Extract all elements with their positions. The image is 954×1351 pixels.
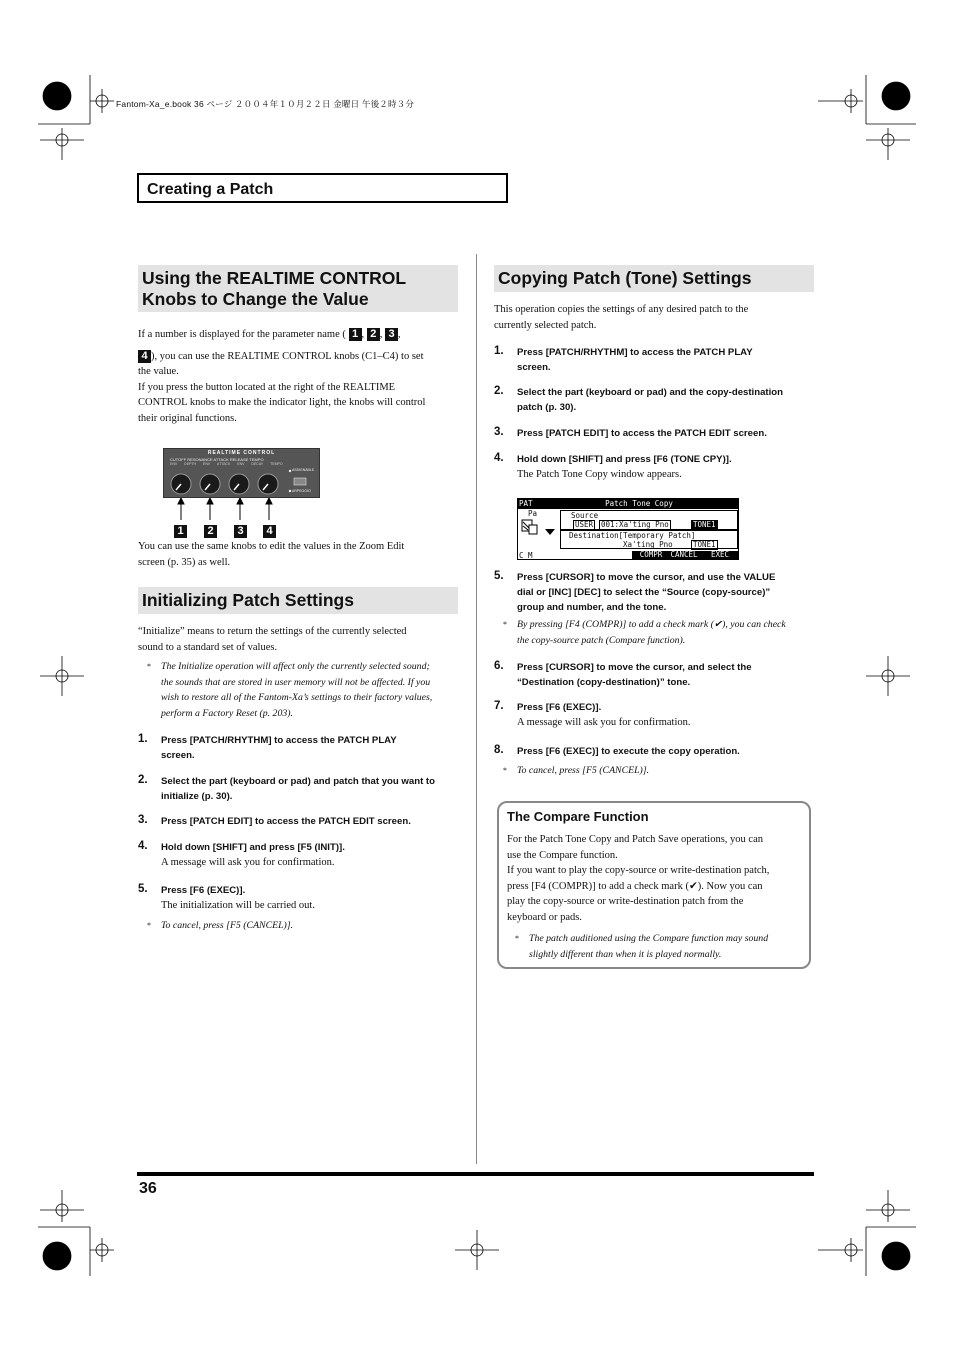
- step-line: Select the part (keyboard or pad) and patch that you want to: [161, 776, 435, 787]
- init-step-2: [138, 774, 468, 804]
- step-line: patch (p. 30).: [517, 402, 577, 413]
- note-line: The Initialize operation will affect only the currently selected sound;: [161, 661, 430, 672]
- step-number: 5.: [494, 570, 504, 582]
- panel-label: RESONANCE: [187, 457, 213, 462]
- realtime-paragraph-1: If a number is displayed for the parameter name ( 1 , 2 , 3 , 4 ), you can use the REALTIME CONTROL knobs (C1–C4) to set the value. If you press the button located at the right of the REALTIME CONTROL knobs to make the indicator light, the knobs will control their original functions.: [138, 327, 468, 426]
- panel-sub-label: ENV ATTACK: [203, 462, 231, 466]
- key-2-badge: 2: [367, 328, 380, 341]
- down-arrow-icon: [545, 529, 555, 535]
- copy-cancel-note: [503, 763, 815, 779]
- compare-note: [515, 931, 805, 962]
- step-number: 2.: [494, 385, 504, 397]
- initialize-note: [147, 659, 467, 721]
- knob-number-3: [234, 522, 247, 540]
- init-step-1: [138, 733, 468, 763]
- step-number: 1.: [138, 733, 148, 745]
- step-line: Press [PATCH EDIT] to access the PATCH EDIT screen.: [161, 816, 411, 827]
- step-number: 2.: [138, 774, 148, 786]
- section-initialize-heading: [138, 587, 458, 614]
- lcd-dest-patch: Xa'ting Pno: [623, 540, 673, 549]
- panel-side-label: ARPEGGIO: [292, 489, 311, 493]
- step-line: Press [PATCH EDIT] to access the PATCH EDIT screen.: [517, 428, 767, 439]
- note-line: the sounds that are stored in user memory will not be affected. If you: [161, 676, 431, 688]
- knob-badge: 3: [234, 525, 247, 538]
- step-line: Press [PATCH/RHYTHM] to access the PATCH PLAY: [517, 347, 753, 358]
- lcd-source-patch[interactable]: 001:Xa'ting Pno: [601, 520, 669, 529]
- note-asterisk: *: [503, 620, 507, 629]
- page-number: 36: [139, 1180, 157, 1197]
- chapter-title: Creating a Patch: [147, 181, 274, 198]
- knob-number-4: [263, 522, 276, 540]
- p2-line-2: CONTROL knobs to make the indicator light, the knobs will control: [138, 397, 426, 408]
- key-1-badge: 1: [349, 328, 362, 341]
- lcd-exec-button[interactable]: [702, 551, 738, 559]
- panel-label: RELEASE: [229, 457, 249, 462]
- p2-line-3: their original functions.: [138, 412, 237, 424]
- panel-label: CUTOFF: [170, 457, 187, 462]
- p3-line-2: screen (p. 35) as well.: [138, 556, 231, 568]
- step-sub: The Patch Tone Copy window appears.: [517, 469, 682, 480]
- lcd-compr-button[interactable]: [632, 551, 670, 559]
- step-line: screen.: [517, 362, 551, 373]
- panel-sub-label: TEMPO: [270, 462, 283, 466]
- note-line: perform a Factory Reset (p. 203).: [161, 707, 293, 719]
- section-realtime-heading: [138, 265, 458, 312]
- step-number: 3.: [138, 814, 148, 826]
- copy-icon: [521, 519, 539, 535]
- step-number: 6.: [494, 660, 504, 672]
- section-copy-heading: [494, 265, 814, 292]
- step-line: Press [CURSOR] to move the cursor, and select the: [517, 662, 752, 673]
- heading-line-2: Knobs to Change the Value: [142, 289, 369, 309]
- lcd-source-box: [560, 510, 738, 530]
- step-number: 7.: [494, 700, 504, 712]
- heading-line-1: Using the REALTIME CONTROL: [142, 268, 407, 288]
- panel-sub-label: ENV DECAY: [237, 462, 264, 466]
- note-asterisk: *: [503, 766, 507, 775]
- init-step-5: [138, 883, 468, 914]
- lcd-source-label: Source: [571, 511, 599, 520]
- init-p-line-2: sound to a standard set of values.: [138, 641, 278, 653]
- p1-text-b: ), you can use the REALTIME CONTROL knobs (C1–C4) to set: [151, 350, 424, 362]
- copy-step-7: [494, 700, 814, 731]
- panel-label: TEMPO: [249, 457, 264, 462]
- patch-tone-copy-lcd: [517, 498, 739, 560]
- lcd-corner: C M: [519, 551, 533, 560]
- copy-step-8: [494, 744, 814, 759]
- step-line: “Destination (copy-destination)” tone.: [517, 677, 691, 688]
- column-divider: [476, 254, 477, 1164]
- knob-arrows: [163, 498, 323, 522]
- copy-step-2: [494, 385, 814, 415]
- lcd-button-label: CANCEL: [670, 550, 698, 559]
- compare-line: play the copy-source or write-destination patch from the: [507, 896, 744, 907]
- step-line: dial or [INC] [DEC] to select the “Source (copy-source)”: [517, 587, 771, 598]
- step-line: Hold down [SHIFT] and press [F5 (INIT)].: [161, 842, 345, 853]
- p3-line-1: You can use the same knobs to edit the values in the Zoom Edit: [138, 541, 405, 552]
- init-step-4: [138, 840, 468, 871]
- step-line: Select the part (keyboard or pad) and the copy-destination: [517, 387, 784, 398]
- knob-badge: 1: [174, 525, 187, 538]
- step-line: Hold down [SHIFT] and press [F6 (TONE CPY)].: [517, 454, 732, 465]
- knob-number-1: [174, 522, 187, 540]
- panel-title: REALTIME CONTROL: [207, 450, 276, 456]
- compare-line: If you want to play the copy-source or write-destination patch,: [507, 865, 770, 876]
- note-line: By pressing [F4 (COMPR)] to add a check mark (✔), you can check: [517, 619, 786, 630]
- init-cancel-note: [147, 918, 467, 934]
- panel-side-label: ASSIGNABLE: [292, 468, 315, 472]
- lcd-side-mid: Pa: [528, 509, 538, 518]
- step-line: Press [F6 (EXEC)].: [517, 702, 602, 713]
- copy-step-3: [494, 426, 814, 441]
- key-4-badge: 4: [138, 350, 151, 363]
- p2-line-1: If you press the button located at the right of the REALTIME: [138, 381, 396, 393]
- note-line: To cancel, press [F5 (CANCEL)].: [517, 765, 650, 776]
- step-line: initialize (p. 30).: [161, 791, 233, 802]
- p1-text-c: the value.: [138, 366, 179, 377]
- intro-line: This operation copies the settings of any desired patch to the: [494, 304, 749, 315]
- step-number: 1.: [494, 345, 504, 357]
- step-sub: The initialization will be carried out.: [161, 900, 315, 911]
- lcd-side-top: PAT: [518, 499, 541, 509]
- initialize-paragraph: [138, 624, 468, 655]
- compare-function-box: [497, 801, 811, 969]
- file-info: Fantom-Xa_e.book 36 ページ ２００４年１０月２２日 金曜日 午後２時３分: [116, 99, 415, 109]
- note-line: The patch auditioned using the Compare function may sound: [529, 933, 769, 944]
- lcd-button-label: EXEC: [710, 550, 730, 559]
- step-number: 4.: [494, 452, 504, 464]
- init-step-3: [138, 814, 468, 829]
- step-number: 3.: [494, 426, 504, 438]
- copy-intro: [494, 302, 814, 333]
- note-line: the copy-source patch (Compare function).: [517, 634, 686, 646]
- copy-step-4: [494, 452, 814, 483]
- panel-sub-label: ENV DEPTH: [170, 462, 197, 466]
- note-line: slightly different than when it is played normally.: [529, 948, 722, 960]
- initialize-title: Initializing Patch Settings: [142, 590, 354, 610]
- panel-label: ATTACK: [213, 457, 229, 462]
- realtime-control-panel: [163, 448, 320, 498]
- lcd-dest-label: Destination[Temporary Patch]: [569, 531, 696, 540]
- step-line: Press [PATCH/RHYTHM] to access the PATCH PLAY: [161, 735, 397, 746]
- step-number: 8.: [494, 744, 504, 756]
- footer-rule: [137, 1172, 814, 1176]
- step-sub: A message will ask you for confirmation.: [161, 857, 335, 868]
- step-sub: A message will ask you for confirmation.: [517, 717, 691, 728]
- knob-badge: 4: [263, 525, 276, 538]
- step-line: Press [F6 (EXEC)] to execute the copy operation.: [517, 746, 740, 757]
- copy-step5-note: [503, 617, 815, 648]
- step-line: Press [CURSOR] to move the cursor, and use the VALUE: [517, 572, 776, 583]
- lcd-source-group[interactable]: USER: [575, 520, 594, 529]
- knob-badge: 2: [204, 525, 217, 538]
- chapter-title-box: [137, 173, 508, 203]
- step-line: Press [F6 (EXEC)].: [161, 885, 246, 896]
- step-number: 5.: [138, 883, 148, 895]
- note-asterisk: *: [147, 921, 151, 930]
- copy-title: Copying Patch (Tone) Settings: [498, 268, 752, 288]
- realtime-paragraph-3: [138, 539, 468, 570]
- knob-number-2: [204, 522, 217, 540]
- compare-line: use the Compare function.: [507, 849, 618, 861]
- key-3-badge: 3: [385, 328, 398, 341]
- copy-step-5: [494, 570, 814, 615]
- note-line: wish to restore all of the Fantom-Xa’s settings to their factory values,: [161, 692, 433, 703]
- step-number: 4.: [138, 840, 148, 852]
- note-asterisk: *: [515, 934, 519, 943]
- lcd-dest-box: [560, 530, 738, 549]
- copy-step-6: [494, 660, 814, 690]
- lcd-title: Patch Tone Copy: [540, 499, 738, 509]
- step-line: screen.: [161, 750, 195, 761]
- lcd-source-tone[interactable]: TONE1: [693, 520, 716, 529]
- step-line: group and number, and the tone.: [517, 602, 667, 613]
- compare-line: For the Patch Tone Copy and Patch Save operations, you can: [507, 834, 763, 845]
- compare-title: The Compare Function: [507, 809, 649, 824]
- note-asterisk: *: [147, 662, 151, 671]
- compare-line: press [F4 (COMPR)] to add a check mark (✔). Now you can: [507, 880, 763, 892]
- init-p-line-1: “Initialize” means to return the settings of the currently selected: [138, 626, 407, 637]
- p1-text-a: If a number is displayed for the parameter name (: [138, 329, 346, 340]
- compare-line: keyboard or pads.: [507, 911, 582, 923]
- lcd-dest-tone[interactable]: TONE1: [693, 540, 716, 549]
- copy-step-1: [494, 345, 814, 375]
- lcd-button-label: COMPR: [639, 550, 663, 559]
- lcd-cancel-button[interactable]: [666, 551, 702, 559]
- note-line: To cancel, press [F5 (CANCEL)].: [161, 920, 294, 931]
- intro-line: currently selected patch.: [494, 319, 597, 331]
